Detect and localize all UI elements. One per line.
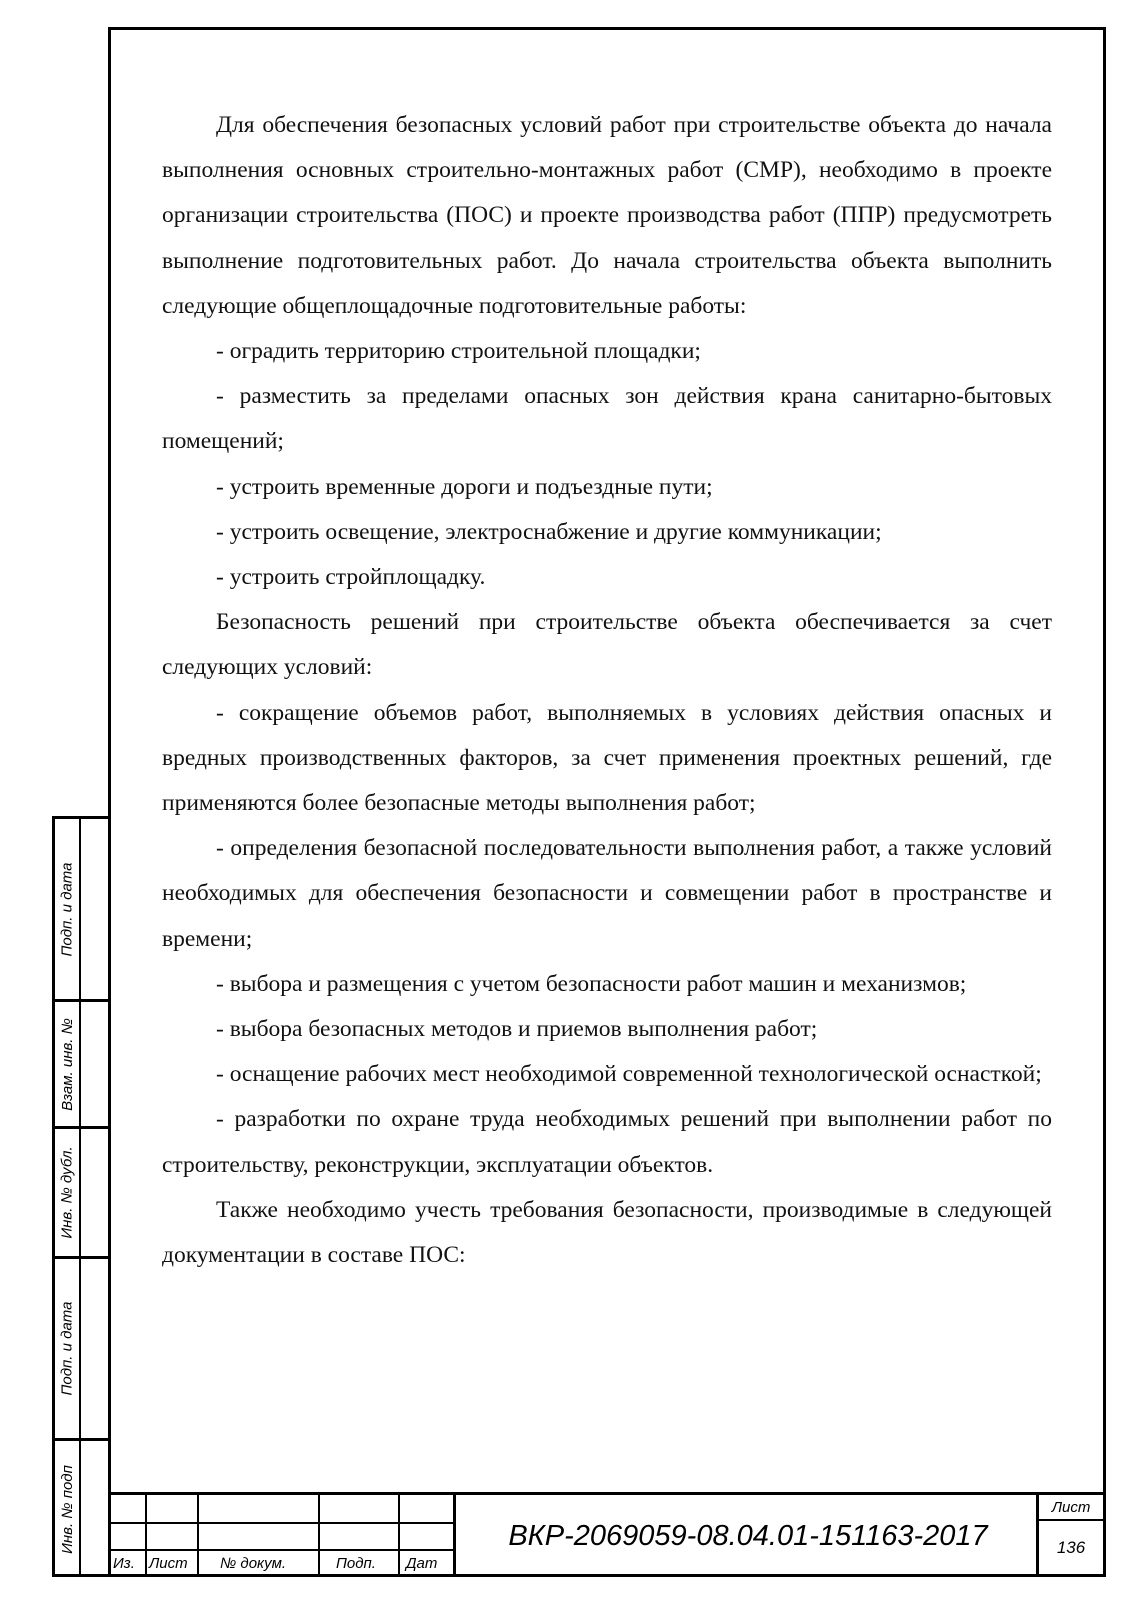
paragraph: Для обеспечения безопасных условий работ при строительстве объекта до начала выполнения основных строительно-монтажных работ (СМР), необходимо в проекте организации строительства (ПОС) и проекте производства работ (ППР) предусмотреть выполнение подготовительных работ. До начала строительства объекта выполнить следующие общеплощадочные подготовительные работы: [162, 112, 1052, 319]
title-block [108, 1492, 1106, 1577]
document-code: ВКР-2069059-08.04.01-151163-2017 [508, 1519, 988, 1552]
paragraph: Безопасность решений при строительстве объекта обеспечивается за счет следующих условий: [162, 609, 1052, 681]
side-label: Подп. и дата [58, 862, 76, 956]
paragraph: - определения безопасной последовательности выполнения работ, а также условий необходимых для обеспечения безопасности и совмещении работ в пространстве и времени; [162, 835, 1052, 952]
col-label-doc-number: № докум. [220, 1555, 287, 1572]
paragraph: - разместить за пределами опасных зон действия крана санитарно-бытовых помещений; [162, 383, 1052, 455]
col-label-change: Из. [113, 1555, 135, 1572]
paragraph: - разработки по охране труда необходимых решений при выполнении работ по строительству, реконструкции, эксплуатации объектов. [162, 1106, 1052, 1178]
side-label: Инв. № подп [58, 1464, 76, 1554]
sheet-label: Лист [1051, 1498, 1091, 1516]
document-body [162, 103, 1052, 1278]
col-label-sheet: Лист [149, 1555, 188, 1572]
paragraph: - оснащение рабочих мест необходимой современной технологической оснасткой; [216, 1061, 1042, 1088]
col-label-signature: Подп. [336, 1555, 376, 1572]
paragraph: - сокращение объемов работ, выполняемых в условиях действия опасных и вредных производственных факторов, за счет применения проектных решений, где применяются более безопасные методы выполнения работ; [162, 699, 1052, 817]
side-label: Подп. и дата [58, 1301, 76, 1396]
side-cell-orig-inv [55, 1438, 108, 1577]
paragraph: - выбора и размещения с учетом безопасности работ машин и механизмов; [216, 970, 967, 997]
paragraph: Также необходимо учесть требования безопасности, производимые в следующей документации в составе ПОС: [162, 1196, 1052, 1269]
sheet-number: 136 [1056, 1538, 1086, 1557]
side-cell-sign-date-2 [55, 1256, 108, 1438]
paragraph: - выбора безопасных методов и приемов выполнения работ; [216, 1016, 818, 1043]
side-cell-replace-inv [55, 999, 108, 1126]
paragraph: - устроить освещение, электроснабжение и другие коммуникации; [216, 518, 882, 545]
paragraph: - устроить стройплощадку. [216, 564, 486, 591]
col-label-date: Дат [406, 1555, 438, 1572]
side-cell-sign-date [55, 819, 108, 999]
side-label: Взам. инв. № [58, 1017, 76, 1111]
side-label: Инв. № дубл. [58, 1146, 76, 1239]
paragraph: - оградить территорию строительной площадки; [216, 338, 701, 365]
paragraph: - устроить временные дороги и подъездные пути; [216, 473, 713, 500]
side-cell-dup-inv [55, 1126, 108, 1256]
side-stamp-strip [52, 816, 108, 1577]
